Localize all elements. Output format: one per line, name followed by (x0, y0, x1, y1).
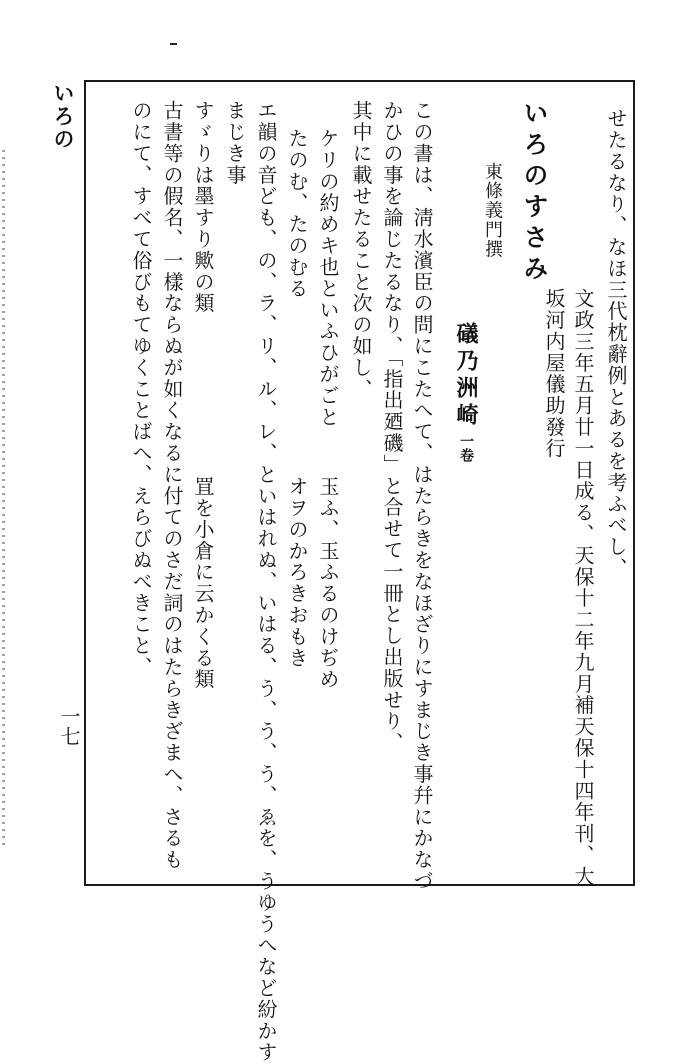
running-title: いろの (51, 82, 76, 151)
column-text: せたるなり、なほ三代枕辭例とあるを考ふべし、 (604, 108, 628, 579)
text-column (318, 476, 338, 690)
text-column (256, 100, 276, 1063)
column-text: 東條義門撰 (482, 162, 503, 259)
column-text: 礒乃洲崎 (453, 322, 479, 430)
column-text: オヲのかろきおもき (285, 476, 309, 669)
column-text: 罝を小倉に云かくる類 (191, 476, 215, 690)
text-column (162, 100, 182, 870)
scan-speck (170, 43, 177, 45)
column-text: すゞりは墨すり歟の類 (191, 100, 215, 314)
page-number: 一七 (57, 706, 81, 746)
text-column (225, 100, 245, 186)
column-text: かひの事を論じたるなり、「指出廼磯」と合せて一冊とし出版せり、 (380, 100, 404, 754)
text-column (193, 100, 213, 314)
text-column (318, 128, 338, 428)
text-column (483, 162, 501, 259)
column-text: 古書等の假名、一樣ならぬが如くなるに付てのさだ詞のはたらきざまへ、さるも (160, 100, 184, 871)
column-text: 其中に載せたること次の如し、 (349, 100, 373, 400)
column-text: まじき事 (223, 100, 247, 186)
column-text: 文政三年五月廿一日成る、天保十二年九月補天保十四年刊、大 (571, 288, 595, 888)
text-column (287, 128, 307, 299)
volume-note: 一卷 (458, 434, 474, 462)
column-text: 坂河内屋儀助發行 (542, 288, 566, 460)
column-text: 玉ふ、玉ふるのけぢめ (316, 476, 340, 690)
column-text: この書は、淸水濱臣の問にこたへて、はたらきをなほざりにすまじき事幷にかなづ (410, 100, 434, 892)
text-column (287, 476, 307, 669)
text-column (193, 476, 213, 690)
book-title (455, 322, 477, 462)
column-text: ケリの約めキ也といふひがごと (316, 128, 340, 428)
column-text: いろのすさみ (520, 100, 549, 286)
text-column (382, 100, 402, 753)
text-column (606, 108, 626, 579)
text-column (412, 100, 432, 892)
text-column (544, 288, 564, 459)
column-text: のにて、すべて俗びもてゆくことばへ、えらびぬべきこと、 (129, 100, 153, 678)
column-text: たのむ、たのむる (285, 128, 309, 300)
book-title (522, 100, 547, 286)
text-column (351, 100, 371, 400)
text-column (573, 288, 593, 887)
column-text: エ韻の音ども、の、ラ、リ、ル、レ、といはれぬ、いはる、う、う、う、ゑを、うゆうへなど紛かす (254, 100, 278, 1063)
scan-edge-dots (2, 150, 5, 850)
text-column (131, 100, 151, 678)
